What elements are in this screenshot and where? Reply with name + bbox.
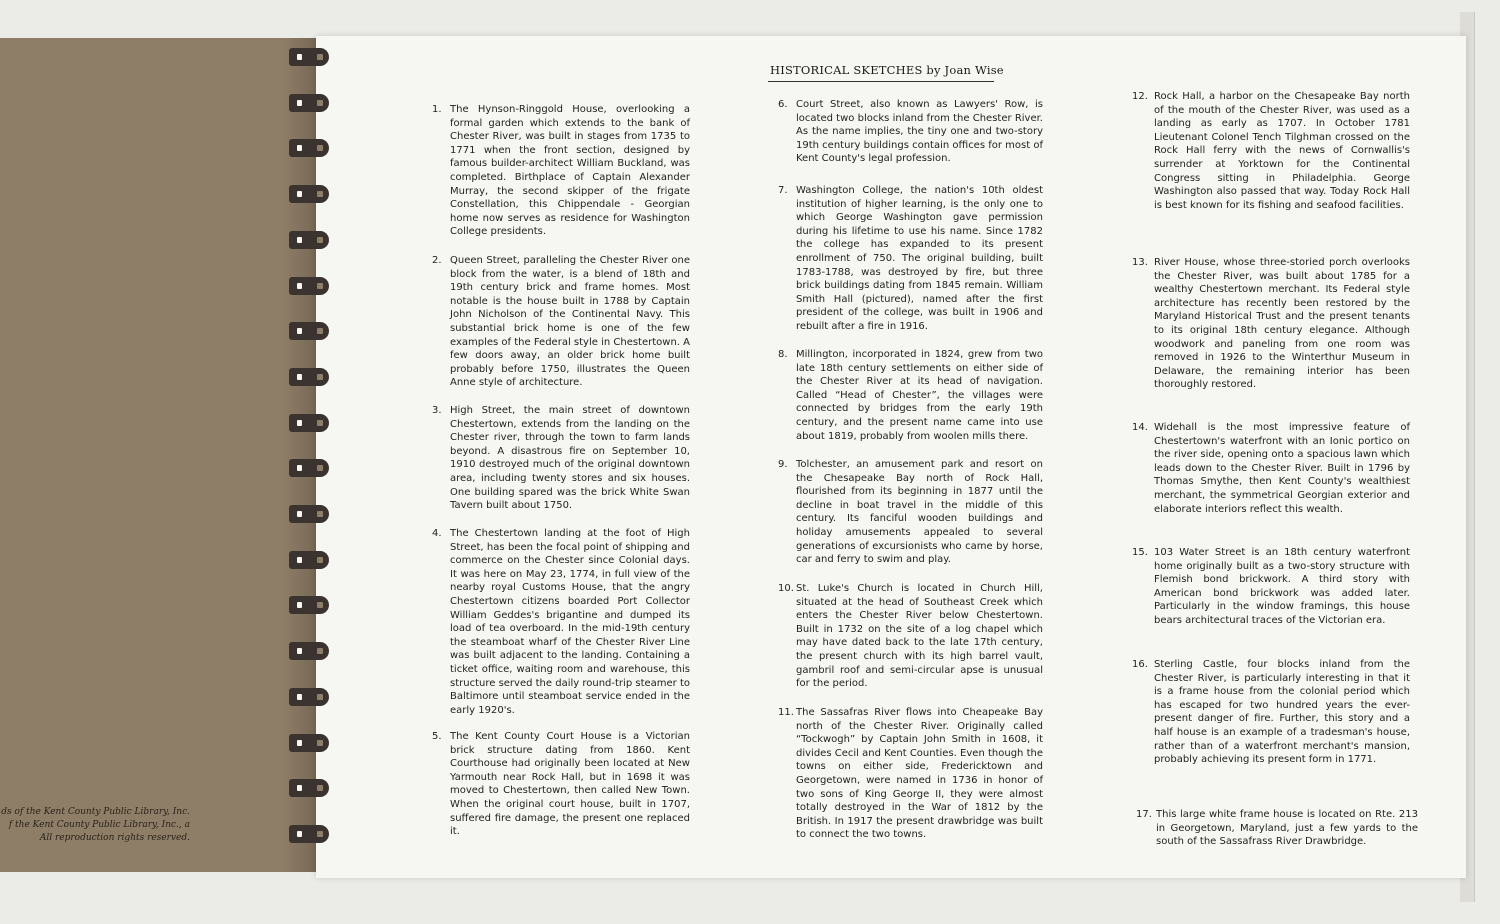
sketch-item	[1132, 256, 1410, 392]
sketch-item	[432, 404, 690, 513]
binding-coil	[289, 684, 333, 710]
sketch-number: 13.	[1132, 257, 1148, 268]
sketch-text: High Street, the main street of downtown Chestertown, extends from the landing on the Chester river, through the town to farm lands beyond. A disastrous fire on September 10, 1910 destroyed much of the original downtown area, including twenty stores and six houses. One building spared was the brick White Swan Tavern built about 1750.	[450, 405, 690, 512]
sketch-number: 3.	[432, 405, 442, 416]
back-cover	[0, 38, 318, 872]
binding-coil	[289, 501, 333, 527]
sketch-number: 17.	[1136, 809, 1152, 820]
sketch-number: 5.	[432, 731, 442, 742]
sketch-text: Court Street, also known as Lawyers' Row, is located two blocks inland from the Chester River. As the name implies, the tiny one and two-story 19th century buildings contain offices for most of Kent County's legal profession.	[796, 99, 1043, 165]
sketch-number: 6.	[778, 99, 788, 110]
sketch-text: The Chestertown landing at the foot of High Street, has been the focal point of shipping and commerce on the Chester since Colonial days. It was here on May 23, 1774, in full view of the nearby royal Customs House, that the angry Chestertown citizens boarded Port Collector William Geddes's brigantine and dumped its load of tea overboard. In the mid-19th century the steamboat wharf of the Chester River Line was built adjacent to the landing. Containing a ticket office, waiting room and warehouse, this structure served the daily round-trip steamer to Baltimore until steamboat service ended in the early 1920's.	[450, 528, 690, 716]
sketch-text: The Sassafras River flows into Cheapeake Bay north of the Chester River. Originally called “Tockwogh” by Captain John Smith in 1608, it divides Cecil and Kent Counties. Even though the towns on either side, Fredericktown and Georgetown, were named in 1736 in honor of two sons of King George II, they were almost totally destroyed in the War of 1812 by the British. In 1917 the present drawbridge was built to connect the two towns.	[796, 707, 1043, 841]
binding-coil	[289, 90, 333, 116]
sketch-text: Tolchester, an amusement park and resort on the Chesapeake Bay north of Rock Hall, flourished from its beginning in 1877 until the decline in boat travel in the middle of this century. Its fanciful wooden buildings and holiday amusements appealed to several generations of excursionists who came by horse, car and ferry to swim and play.	[796, 459, 1043, 566]
sketch-item	[778, 582, 1043, 691]
credit-line: f the Kent County Public Library, Inc., a	[8, 820, 190, 830]
sketch-number: 10.	[778, 583, 794, 594]
binding-coil	[289, 227, 333, 253]
sketch-item	[432, 103, 690, 239]
sketch-number: 14.	[1132, 422, 1148, 433]
binding-coil	[289, 364, 333, 390]
sketch-text: Rock Hall, a harbor on the Chesapeake Bay north of the mouth of the Chester River, was used as a landing as early as 1707. In October 1781 Lieutenant Colonel Tench Tilghman crossed on the Rock Hall ferry with the news of Cornwallis's surrender at Yorktown for the Continental Congress sitting in Philadelphia. George Washington also passed that way. Today Rock Hall is best known for its fishing and seafood facilities.	[1154, 91, 1410, 211]
title-underline	[768, 81, 994, 82]
binding-coil	[289, 547, 333, 573]
sketch-text: 103 Water Street is an 18th century waterfront home originally built as a two-story structure with Flemish bond brickwork. A third story with American bond brickwork was added later. Particularly in the window framings, this house bears architectural traces of the Victorian era.	[1154, 547, 1410, 626]
sketch-number: 8.	[778, 349, 788, 360]
sketch-number: 16.	[1132, 659, 1148, 670]
sketch-number: 7.	[778, 185, 788, 196]
sketch-number: 11.	[778, 707, 794, 718]
binding-coil	[289, 181, 333, 207]
sketch-number: 4.	[432, 528, 442, 539]
sketch-text: St. Luke's Church is located in Church Hill, situated at the head of Southeast Creek which enters the Chester River below Chestertown. Built in 1732 on the site of a log chapel which may have dated back to the late 17th century, the present church with its high barrel vault, gambril roof and semi-circular apse is unusual for the period.	[796, 583, 1043, 690]
sketch-text: Washington College, the nation's 10th oldest institution of higher learning, is the only one to which George Washington gave permission during his lifetime to use his name. Since 1782 the college has expanded to its present enrollment of 750. The original building, built 1783-1788, was destroyed by fire, but three brick buildings dating from 1845 remain. William Smith Hall (pictured), named after the first president of the college, was built in 1906 and rebuilt after a fire in 1916.	[796, 185, 1043, 332]
sketch-number: 9.	[778, 459, 788, 470]
sketch-item	[778, 706, 1043, 842]
sketch-item	[1132, 658, 1410, 767]
binding-coil	[289, 44, 333, 70]
sketch-text: This large white frame house is located on Rte. 213 in Georgetown, Maryland, just a few yards to the south of the Sassafrass River Drawbridge.	[1156, 809, 1418, 848]
binding-coil	[289, 638, 333, 664]
sketch-item	[432, 527, 690, 717]
sketch-item	[432, 730, 690, 839]
sketch-text: Millington, incorporated in 1824, grew from two late 18th century settlements on either side of the Chester River at its head of navigation. Called “Head of Chester”, the villages were connected by bridges from the early 19th century, and the present name came into use about 1819, probably from woolen mills there.	[796, 349, 1043, 442]
sketch-text: The Hynson-Ringgold House, overlooking a formal garden which extends to the bank of Chester River, was built in stages from 1735 to 1771 when the front section, designed by famous builder-architect William Buckland, was completed. Birthplace of Captain Alexander Murray, the second skipper of the frigate Constellation, this Chippendale - Georgian home now serves as residence for Washington College presidents.	[450, 104, 690, 238]
sketch-item	[778, 458, 1043, 567]
credit-line: All reproduction rights reserved.	[39, 833, 190, 843]
binding-coil	[289, 775, 333, 801]
sketch-number: 2.	[432, 255, 442, 266]
binding-coil	[289, 135, 333, 161]
sketch-number: 12.	[1132, 91, 1148, 102]
sketch-text: Queen Street, paralleling the Chester River one block from the water, is a blend of 18th and 19th century brick and frame homes. Most notable is the house built in 1788 by Captain John Nicholson of the Continental Navy. This substantial brick home is one of the few examples of the Federal style in Chestertown. A few doors away, an older brick home built probably before 1750, illustrates the Queen Anne style of architecture.	[450, 255, 690, 389]
page-title: HISTORICAL SKETCHES by Joan Wise	[770, 63, 1004, 77]
sketch-text: The Kent County Court House is a Victorian brick structure dating from 1860. Kent Courthouse had originally been located at New Yarmouth near Rock Hall, but in 1698 it was moved to Chestertown, then called New Town. When the original court house, built in 1707, suffered fire damage, the present one replaced it.	[450, 731, 690, 838]
sketch-item	[1132, 421, 1410, 516]
sketch-number: 1.	[432, 104, 442, 115]
sketch-text: Sterling Castle, four blocks inland from the Chester River, is particularly interesting in that it is a frame house from the colonial period which has escaped for two hundred years the ever-present danger of fire. Further, this story and a half house is an example of a tradesman's house, rather than of a waterfront merchant's mansion, probably achieving its present form in 1771.	[1154, 659, 1410, 766]
sketch-text: Widehall is the most impressive feature of Chestertown's waterfront with an Ionic portico on the river side, opening onto a spacious lawn which leads down to the Chester River. Built in 1796 by Thomas Smythe, then Kent County's wealthiest merchant, the symmetrical Georgian exterior and elaborate interiors reflect this wealth.	[1154, 422, 1410, 515]
sketch-text: River House, whose three-storied porch overlooks the Chester River, was built about 1785 for a wealthy Chestertown merchant. Its Federal style architecture has recently been restored by the Maryland Historical Trust and the present tenants to its original 18th century elegance. Although woodwork and paneling from one room was removed in 1926 to the Winterthur Museum in Delaware, the remaining interior has been thoroughly restored.	[1154, 257, 1410, 391]
binding-coil	[289, 318, 333, 344]
binding-coil	[289, 273, 333, 299]
sketch-item	[432, 254, 690, 390]
credit-line: ds of the Kent County Public Library, Inc.	[1, 807, 190, 817]
sketch-item	[1136, 808, 1418, 849]
sketch-item	[1132, 546, 1410, 628]
sketch-number: 15.	[1132, 547, 1148, 558]
binding-coil	[289, 455, 333, 481]
sketch-item	[1132, 90, 1410, 212]
binding-coil	[289, 410, 333, 436]
library-credit	[0, 806, 190, 845]
sketch-item	[778, 348, 1043, 443]
binding-coil	[289, 730, 333, 756]
binding-coil	[289, 592, 333, 618]
sketch-item	[778, 98, 1043, 166]
sketch-item	[778, 184, 1043, 334]
binding-coil	[289, 821, 333, 847]
